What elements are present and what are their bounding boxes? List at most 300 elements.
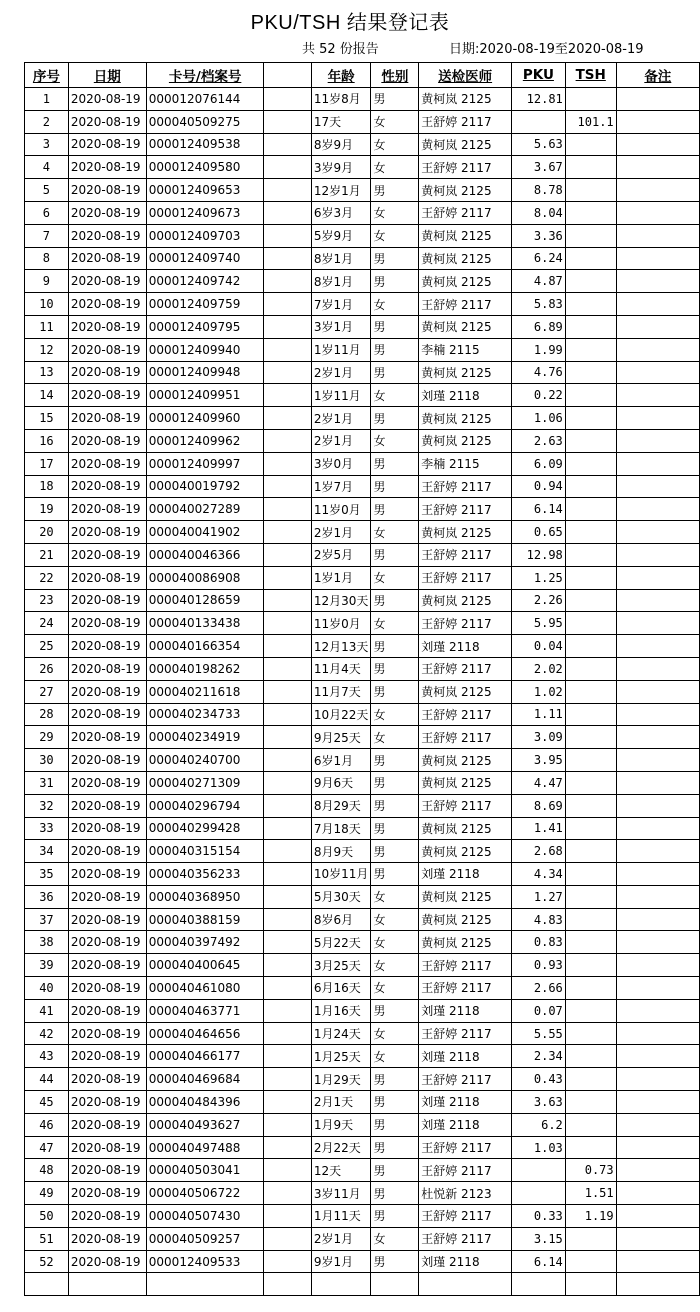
- cell-sex: 男: [371, 452, 419, 475]
- cell-index: 49: [25, 1182, 69, 1205]
- cell-doctor: 李楠 2115: [419, 338, 512, 361]
- cell-age: 2岁1月: [311, 407, 371, 430]
- cell-age: 10岁11月: [311, 863, 371, 886]
- cell-remarks: [616, 749, 699, 772]
- cell-sex: 男: [371, 338, 419, 361]
- cell-card-no: 000040296794: [146, 794, 264, 817]
- cell-index: 47: [25, 1136, 69, 1159]
- cell-age: 5月22天: [311, 931, 371, 954]
- cell-index: 9: [25, 270, 69, 293]
- cell-card-no: 000040234919: [146, 726, 264, 749]
- cell-remarks: [616, 407, 699, 430]
- cell-doctor: 王舒婷 2117: [419, 1022, 512, 1045]
- cell-date: 2020-08-19: [68, 817, 146, 840]
- cell-tsh: [565, 749, 616, 772]
- cell-remarks: [616, 794, 699, 817]
- cell-sex: 男: [371, 247, 419, 270]
- cell-date: [68, 1273, 146, 1296]
- cell-date: 2020-08-19: [68, 179, 146, 202]
- cell-blank: [264, 1113, 311, 1136]
- cell-date: 2020-08-19: [68, 521, 146, 544]
- cell-blank: [264, 156, 311, 179]
- cell-card-no: 000040507430: [146, 1205, 264, 1228]
- cell-index: 46: [25, 1113, 69, 1136]
- cell-index: 12: [25, 338, 69, 361]
- cell-age: 11月7天: [311, 680, 371, 703]
- cell-card-no: 000040299428: [146, 817, 264, 840]
- cell-pku: 6.24: [511, 247, 565, 270]
- cell-date: 2020-08-19: [68, 1045, 146, 1068]
- cell-sex: 男: [371, 1205, 419, 1228]
- cell-pku: 6.2: [511, 1113, 565, 1136]
- cell-age: 3岁9月: [311, 156, 371, 179]
- table-row: [25, 1250, 700, 1273]
- cell-doctor: 刘瑾 2118: [419, 635, 512, 658]
- cell-pku: 0.65: [511, 521, 565, 544]
- cell-date: 2020-08-19: [68, 1250, 146, 1273]
- cell-age: 10月22天: [311, 703, 371, 726]
- cell-tsh: 1.51: [565, 1182, 616, 1205]
- cell-blank: [264, 498, 311, 521]
- table-row: [25, 1205, 700, 1228]
- cell-age: 1岁11月: [311, 338, 371, 361]
- table-row: [25, 338, 700, 361]
- cell-doctor: 黄柯岚 2125: [419, 771, 512, 794]
- col-header-doctor: 送检医师: [419, 63, 512, 88]
- cell-tsh: [565, 133, 616, 156]
- cell-sex: 男: [371, 1159, 419, 1182]
- cell-tsh: [565, 521, 616, 544]
- cell-card-no: 000040509275: [146, 110, 264, 133]
- cell-pku: 0.33: [511, 1205, 565, 1228]
- cell-blank: [264, 1159, 311, 1182]
- cell-pku: 2.63: [511, 429, 565, 452]
- table-row: [25, 224, 700, 247]
- cell-card-no: 000040041902: [146, 521, 264, 544]
- cell-date: 2020-08-19: [68, 247, 146, 270]
- cell-tsh: [565, 657, 616, 680]
- cell-remarks: [616, 680, 699, 703]
- cell-card-no: 000040461080: [146, 977, 264, 1000]
- cell-doctor: 王舒婷 2117: [419, 977, 512, 1000]
- cell-card-no: 000040356233: [146, 863, 264, 886]
- cell-sex: 男: [371, 179, 419, 202]
- cell-remarks: [616, 361, 699, 384]
- cell-card-no: 000040368950: [146, 885, 264, 908]
- cell-pku: [511, 110, 565, 133]
- cell-doctor: 王舒婷 2117: [419, 156, 512, 179]
- cell-tsh: 101.1: [565, 110, 616, 133]
- cell-pku: 2.26: [511, 589, 565, 612]
- table-row: [25, 680, 700, 703]
- cell-card-no: 000012076144: [146, 88, 264, 111]
- cell-tsh: [565, 1250, 616, 1273]
- cell-tsh: [565, 885, 616, 908]
- cell-date: 2020-08-19: [68, 771, 146, 794]
- cell-index: 37: [25, 908, 69, 931]
- table-row: [25, 270, 700, 293]
- table-row: [25, 817, 700, 840]
- table-row: [25, 771, 700, 794]
- cell-card-no: 000040046366: [146, 543, 264, 566]
- cell-date: 2020-08-19: [68, 429, 146, 452]
- cell-sex: 女: [371, 931, 419, 954]
- cell-date: 2020-08-19: [68, 794, 146, 817]
- cell-doctor: 王舒婷 2117: [419, 566, 512, 589]
- cell-index: 34: [25, 840, 69, 863]
- table-row: [25, 384, 700, 407]
- cell-sex: 女: [371, 977, 419, 1000]
- cell-pku: 12.81: [511, 88, 565, 111]
- cell-remarks: [616, 270, 699, 293]
- cell-pku: [511, 1273, 565, 1296]
- cell-remarks: [616, 1045, 699, 1068]
- cell-card-no: 000040211618: [146, 680, 264, 703]
- cell-age: 1月16天: [311, 999, 371, 1022]
- cell-date: 2020-08-19: [68, 88, 146, 111]
- cell-date: 2020-08-19: [68, 475, 146, 498]
- cell-tsh: [565, 498, 616, 521]
- cell-card-no: 000012409673: [146, 201, 264, 224]
- cell-remarks: [616, 156, 699, 179]
- cell-card-no: 000012409740: [146, 247, 264, 270]
- report-count: 共 52 份报告: [302, 42, 379, 57]
- col-header-card-no: 卡号/档案号: [146, 63, 264, 88]
- cell-doctor: 刘瑾 2118: [419, 1250, 512, 1273]
- cell-remarks: [616, 703, 699, 726]
- cell-tsh: [565, 954, 616, 977]
- cell-sex: 女: [371, 521, 419, 544]
- cell-pku: 12.98: [511, 543, 565, 566]
- cell-doctor: 刘瑾 2118: [419, 999, 512, 1022]
- cell-date: 2020-08-19: [68, 110, 146, 133]
- cell-pku: 6.09: [511, 452, 565, 475]
- cell-remarks: [616, 771, 699, 794]
- cell-doctor: 王舒婷 2117: [419, 293, 512, 316]
- cell-tsh: [565, 1068, 616, 1091]
- cell-pku: 4.34: [511, 863, 565, 886]
- cell-index: 52: [25, 1250, 69, 1273]
- cell-date: 2020-08-19: [68, 1159, 146, 1182]
- cell-card-no: 000012409951: [146, 384, 264, 407]
- cell-tsh: [565, 384, 616, 407]
- table-row: [25, 361, 700, 384]
- cell-tsh: [565, 361, 616, 384]
- cell-age: 11岁0月: [311, 498, 371, 521]
- cell-age: 6月16天: [311, 977, 371, 1000]
- cell-pku: 0.04: [511, 635, 565, 658]
- table-row: [25, 1227, 700, 1250]
- table-row: [25, 475, 700, 498]
- cell-pku: 2.68: [511, 840, 565, 863]
- cell-index: 28: [25, 703, 69, 726]
- cell-sex: 男: [371, 817, 419, 840]
- cell-index: 2: [25, 110, 69, 133]
- cell-index: 30: [25, 749, 69, 772]
- cell-blank: [264, 338, 311, 361]
- cell-remarks: [616, 1227, 699, 1250]
- cell-age: 9岁1月: [311, 1250, 371, 1273]
- cell-tsh: [565, 566, 616, 589]
- table-row: [25, 247, 700, 270]
- cell-tsh: [565, 247, 616, 270]
- cell-blank: [264, 612, 311, 635]
- cell-date: 2020-08-19: [68, 635, 146, 658]
- cell-age: 8岁6月: [311, 908, 371, 931]
- cell-date: 2020-08-19: [68, 999, 146, 1022]
- cell-age: 8月9天: [311, 840, 371, 863]
- cell-card-no: 000012409962: [146, 429, 264, 452]
- cell-index: 39: [25, 954, 69, 977]
- cell-remarks: [616, 338, 699, 361]
- cell-sex: 男: [371, 1182, 419, 1205]
- cell-tsh: 0.73: [565, 1159, 616, 1182]
- col-header-age: 年龄: [311, 63, 371, 88]
- cell-remarks: [616, 840, 699, 863]
- cell-date: 2020-08-19: [68, 338, 146, 361]
- cell-pku: 8.69: [511, 794, 565, 817]
- cell-date: 2020-08-19: [68, 863, 146, 886]
- cell-blank: [264, 1227, 311, 1250]
- cell-date: 2020-08-19: [68, 452, 146, 475]
- cell-card-no: 000040464656: [146, 1022, 264, 1045]
- cell-remarks: [616, 635, 699, 658]
- table-row: [25, 293, 700, 316]
- cell-age: 2岁5月: [311, 543, 371, 566]
- cell-pku: 0.83: [511, 931, 565, 954]
- cell-doctor: 王舒婷 2117: [419, 1136, 512, 1159]
- cell-age: 8岁9月: [311, 133, 371, 156]
- cell-card-no: 000040198262: [146, 657, 264, 680]
- cell-tsh: [565, 1227, 616, 1250]
- cell-doctor: 王舒婷 2117: [419, 201, 512, 224]
- cell-blank: [264, 1136, 311, 1159]
- cell-sex: 女: [371, 726, 419, 749]
- cell-sex: 女: [371, 1227, 419, 1250]
- cell-blank: [264, 1045, 311, 1068]
- cell-card-no: 000012409940: [146, 338, 264, 361]
- cell-card-no: 000040466177: [146, 1045, 264, 1068]
- cell-card-no: 000040503041: [146, 1159, 264, 1182]
- table-row: [25, 840, 700, 863]
- cell-remarks: [616, 543, 699, 566]
- cell-index: 29: [25, 726, 69, 749]
- cell-date: 2020-08-19: [68, 749, 146, 772]
- cell-age: 2岁1月: [311, 361, 371, 384]
- cell-sex: 女: [371, 1022, 419, 1045]
- cell-sex: 女: [371, 110, 419, 133]
- cell-tsh: [565, 293, 616, 316]
- cell-pku: 4.76: [511, 361, 565, 384]
- cell-index: 48: [25, 1159, 69, 1182]
- table-row: [25, 1113, 700, 1136]
- cell-card-no: 000040315154: [146, 840, 264, 863]
- cell-sex: 男: [371, 407, 419, 430]
- cell-remarks: [616, 1159, 699, 1182]
- cell-tsh: [565, 452, 616, 475]
- cell-sex: 女: [371, 703, 419, 726]
- cell-doctor: 黄柯岚 2125: [419, 931, 512, 954]
- cell-date: 2020-08-19: [68, 1091, 146, 1114]
- cell-sex: 男: [371, 999, 419, 1022]
- cell-tsh: [565, 612, 616, 635]
- table-row: [25, 794, 700, 817]
- cell-age: 3岁1月: [311, 315, 371, 338]
- cell-date: 2020-08-19: [68, 1227, 146, 1250]
- cell-date: 2020-08-19: [68, 680, 146, 703]
- cell-index: 44: [25, 1068, 69, 1091]
- cell-remarks: [616, 657, 699, 680]
- cell-blank: [264, 566, 311, 589]
- cell-pku: 0.07: [511, 999, 565, 1022]
- cell-tsh: [565, 726, 616, 749]
- cell-blank: [264, 429, 311, 452]
- cell-card-no: 000040469684: [146, 1068, 264, 1091]
- cell-doctor: 黄柯岚 2125: [419, 407, 512, 430]
- cell-card-no: 000012409742: [146, 270, 264, 293]
- cell-card-no: 000012409759: [146, 293, 264, 316]
- cell-index: 27: [25, 680, 69, 703]
- cell-age: 9月25天: [311, 726, 371, 749]
- cell-remarks: [616, 908, 699, 931]
- cell-pku: 1.02: [511, 680, 565, 703]
- cell-date: 2020-08-19: [68, 133, 146, 156]
- cell-doctor: 刘瑾 2118: [419, 863, 512, 886]
- cell-age: 1月29天: [311, 1068, 371, 1091]
- cell-pku: 1.03: [511, 1136, 565, 1159]
- cell-index: 21: [25, 543, 69, 566]
- cell-tsh: [565, 1136, 616, 1159]
- cell-remarks: [616, 612, 699, 635]
- cell-index: 16: [25, 429, 69, 452]
- cell-index: 33: [25, 817, 69, 840]
- cell-date: 2020-08-19: [68, 156, 146, 179]
- cell-index: 42: [25, 1022, 69, 1045]
- cell-card-no: 000040463771: [146, 999, 264, 1022]
- cell-card-no: 000040240700: [146, 749, 264, 772]
- cell-tsh: [565, 840, 616, 863]
- cell-age: 5岁9月: [311, 224, 371, 247]
- cell-pku: 1.11: [511, 703, 565, 726]
- cell-tsh: [565, 156, 616, 179]
- table-row: [25, 999, 700, 1022]
- cell-remarks: [616, 1250, 699, 1273]
- cell-tsh: [565, 771, 616, 794]
- cell-sex: 女: [371, 429, 419, 452]
- table-row: [25, 954, 700, 977]
- table-row: [25, 429, 700, 452]
- cell-pku: 5.95: [511, 612, 565, 635]
- cell-age: 9月6天: [311, 771, 371, 794]
- cell-tsh: [565, 315, 616, 338]
- cell-age: 3岁0月: [311, 452, 371, 475]
- cell-age: 12天: [311, 1159, 371, 1182]
- cell-index: 22: [25, 566, 69, 589]
- cell-sex: 男: [371, 680, 419, 703]
- cell-tsh: [565, 908, 616, 931]
- cell-remarks: [616, 315, 699, 338]
- cell-doctor: 王舒婷 2117: [419, 110, 512, 133]
- cell-sex: 女: [371, 156, 419, 179]
- cell-tsh: 1.19: [565, 1205, 616, 1228]
- cell-doctor: 黄柯岚 2125: [419, 908, 512, 931]
- cell-blank: [264, 863, 311, 886]
- table-row: [25, 201, 700, 224]
- cell-age: 2月22天: [311, 1136, 371, 1159]
- cell-card-no: 000012409795: [146, 315, 264, 338]
- cell-doctor: 黄柯岚 2125: [419, 680, 512, 703]
- table-row: [25, 749, 700, 772]
- cell-pku: 6.89: [511, 315, 565, 338]
- cell-sex: 男: [371, 771, 419, 794]
- col-header-remarks: 备注: [616, 63, 699, 88]
- cell-pku: 0.22: [511, 384, 565, 407]
- cell-remarks: [616, 885, 699, 908]
- cell-blank: [264, 1068, 311, 1091]
- cell-date: 2020-08-19: [68, 315, 146, 338]
- cell-age: 1岁11月: [311, 384, 371, 407]
- cell-index: 32: [25, 794, 69, 817]
- cell-card-no: 000012409653: [146, 179, 264, 202]
- cell-doctor: 刘瑾 2118: [419, 384, 512, 407]
- cell-doctor: 王舒婷 2117: [419, 794, 512, 817]
- cell-tsh: [565, 1273, 616, 1296]
- cell-age: 7月18天: [311, 817, 371, 840]
- cell-pku: 0.94: [511, 475, 565, 498]
- cell-sex: 女: [371, 885, 419, 908]
- cell-blank: [264, 133, 311, 156]
- cell-tsh: [565, 794, 616, 817]
- cell-sex: 男: [371, 1136, 419, 1159]
- cell-index: 35: [25, 863, 69, 886]
- cell-pku: 1.27: [511, 885, 565, 908]
- cell-pku: 4.83: [511, 908, 565, 931]
- cell-index: 8: [25, 247, 69, 270]
- cell-card-no: 000040086908: [146, 566, 264, 589]
- cell-index: 10: [25, 293, 69, 316]
- col-header-pku: PKU: [511, 63, 565, 88]
- cell-pku: 6.14: [511, 498, 565, 521]
- cell-doctor: 王舒婷 2117: [419, 954, 512, 977]
- cell-remarks: [616, 1273, 699, 1296]
- cell-age: 12月30天: [311, 589, 371, 612]
- cell-card-no: 000040271309: [146, 771, 264, 794]
- cell-doctor: 刘瑾 2118: [419, 1113, 512, 1136]
- cell-pku: 1.99: [511, 338, 565, 361]
- cell-pku: 8.78: [511, 179, 565, 202]
- cell-age: 1岁7月: [311, 475, 371, 498]
- table-row: [25, 156, 700, 179]
- cell-pku: 3.15: [511, 1227, 565, 1250]
- cell-tsh: [565, 680, 616, 703]
- cell-blank: [264, 589, 311, 612]
- table-row: [25, 908, 700, 931]
- cell-sex: 男: [371, 270, 419, 293]
- cell-card-no: 000040400645: [146, 954, 264, 977]
- cell-age: 1月11天: [311, 1205, 371, 1228]
- cell-remarks: [616, 1022, 699, 1045]
- cell-doctor: 王舒婷 2117: [419, 1159, 512, 1182]
- cell-date: 2020-08-19: [68, 224, 146, 247]
- cell-index: 43: [25, 1045, 69, 1068]
- cell-index: 31: [25, 771, 69, 794]
- cell-blank: [264, 1205, 311, 1228]
- cell-tsh: [565, 224, 616, 247]
- cell-blank: [264, 1250, 311, 1273]
- cell-doctor: 黄柯岚 2125: [419, 817, 512, 840]
- table-row: [25, 657, 700, 680]
- cell-age: 2月1天: [311, 1091, 371, 1114]
